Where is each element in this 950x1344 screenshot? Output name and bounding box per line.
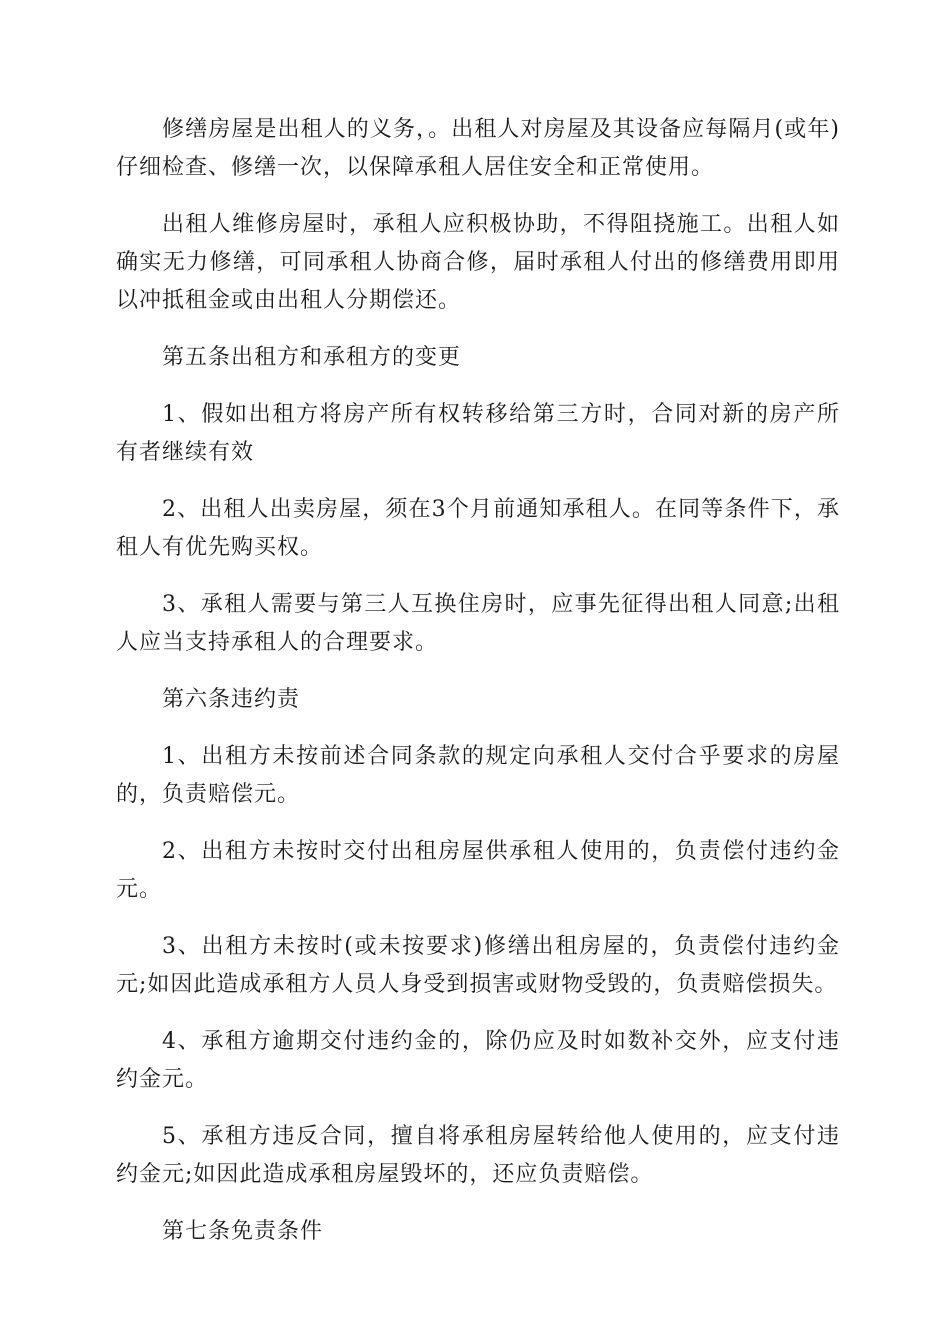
paragraph-6-5: 5、承租方违反合同，擅自将承租房屋转给他人使用的，应支付违约金元;如因此造成承租房屋毁坏的，还应负责赔偿。 [116, 1124, 840, 1187]
paragraph-5-2: 2、出租人出卖房屋，须在3个月前通知承租人。在同等条件下，承租人有优先购买权。 [116, 497, 840, 560]
paragraph-6-2: 2、出租方未按时交付出租房屋供承租人使用的，负责偿付违约金元。 [116, 839, 840, 902]
paragraph-5-1: 1、假如出租方将房产所有权转移给第三方时，合同对新的房产所有者继续有效 [116, 402, 840, 465]
paragraph-6-4: 4、承租方逾期交付违约金的，除仍应及时如数补交外，应支付违约金元。 [116, 1029, 840, 1092]
section-heading-5: 第五条出租方和承租方的变更 [162, 345, 462, 370]
document-body [116, 111, 840, 1270]
paragraph-repair-cooperation: 出租人维修房屋时，承租人应积极协助，不得阻挠施工。出租人如确实无力修缮，可同承租人协商合修，届时承租人付出的修缮费用即用以冲抵租金或由出租人分期偿还。 [116, 212, 840, 313]
paragraph-6-3: 3、出租方未按时(或未按要求)修缮出租房屋的，负责偿付违约金元;如因此造成承租方人员人身受到损害或财物受毁的，负责赔偿损失。 [116, 934, 840, 997]
section-heading-7: 第七条免责条件 [162, 1219, 324, 1244]
paragraph-5-3: 3、承租人需要与第三人互换住房时，应事先征得出租人同意;出租人应当支持承租人的合理要求。 [116, 592, 840, 655]
paragraph-6-1: 1、出租方未按前述合同条款的规定向承租人交付合乎要求的房屋的，负责赔偿元。 [116, 744, 840, 807]
section-heading-6: 第六条违约责 [162, 687, 301, 712]
paragraph-repair-duty: 修缮房屋是出租人的义务，。出租人对房屋及其设备应每隔月(或年)仔细检查、修缮一次，以保障承租人居住安全和正常使用。 [116, 117, 840, 180]
